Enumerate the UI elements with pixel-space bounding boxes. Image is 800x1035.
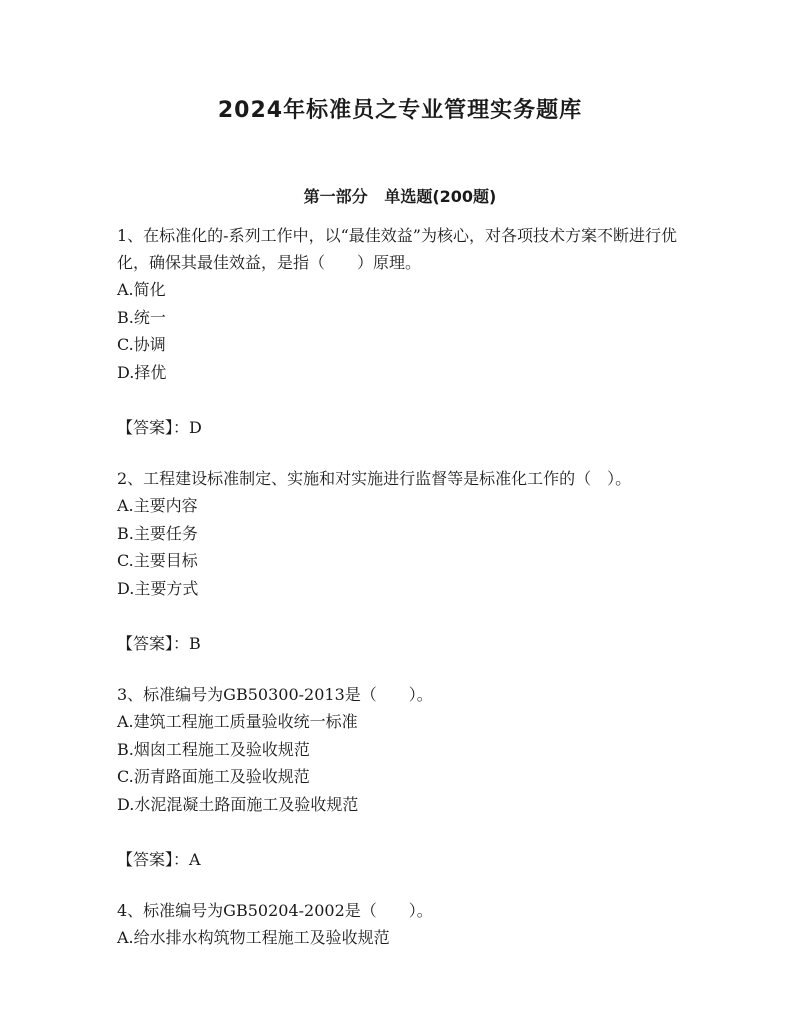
- question-2: [117, 465, 677, 657]
- question-stem: 4、标准编号为GB50204-2002是（ ）。: [117, 901, 433, 920]
- option-b: B.烟囱工程施工及验收规范: [117, 739, 310, 759]
- answer-label: 【答案】：: [117, 418, 190, 437]
- option-a: A.建筑工程施工质量验收统一标准: [117, 712, 358, 731]
- answer-line: [117, 846, 677, 873]
- question-4: [117, 897, 677, 952]
- option-a: A.主要内容: [117, 496, 198, 515]
- question-3: [117, 681, 677, 873]
- option-b: B.统一: [117, 307, 166, 327]
- option-c: C.主要目标: [117, 551, 198, 570]
- question-stem: 2、工程建设标准制定、实施和对实施进行监督等是标准化工作的（ ）。: [117, 469, 632, 488]
- question-list: [117, 222, 677, 976]
- answer-label: 【答案】：: [117, 850, 190, 869]
- option-a: A.简化: [117, 280, 166, 299]
- question-stem: 1、在标准化的-系列工作中，以“最佳效益”为核心，对各项技术方案不断进行优化，确保其最佳效益，是指（ ）原理。: [117, 226, 677, 272]
- answer-line: [117, 414, 677, 441]
- option-list: [117, 276, 677, 386]
- option-c: C.协调: [117, 335, 166, 354]
- option-c: C.沥青路面施工及验收规范: [117, 767, 310, 786]
- section-title: 第一部分 单选题(200题): [303, 187, 497, 206]
- option-d: D.择优: [117, 362, 167, 382]
- question-stem: 3、标准编号为GB50300-2013是（ ）。: [117, 685, 433, 704]
- option-d: D.主要方式: [117, 578, 199, 598]
- option-list: [117, 708, 677, 818]
- answer-label: 【答案】：: [117, 634, 190, 653]
- option-b: B.主要任务: [117, 523, 198, 543]
- answer-value: A: [189, 850, 201, 869]
- document-title: 2024年标准员之专业管理实务题库: [217, 98, 583, 123]
- answer-value: B: [189, 634, 201, 653]
- option-list: [117, 492, 677, 602]
- answer-line: [117, 630, 677, 657]
- answer-value: D: [189, 418, 202, 437]
- option-d: D.水泥混凝土路面施工及验收规范: [117, 794, 359, 814]
- question-1: [117, 222, 677, 441]
- option-a: A.给水排水构筑物工程施工及验收规范: [117, 928, 390, 947]
- option-list: [117, 924, 677, 952]
